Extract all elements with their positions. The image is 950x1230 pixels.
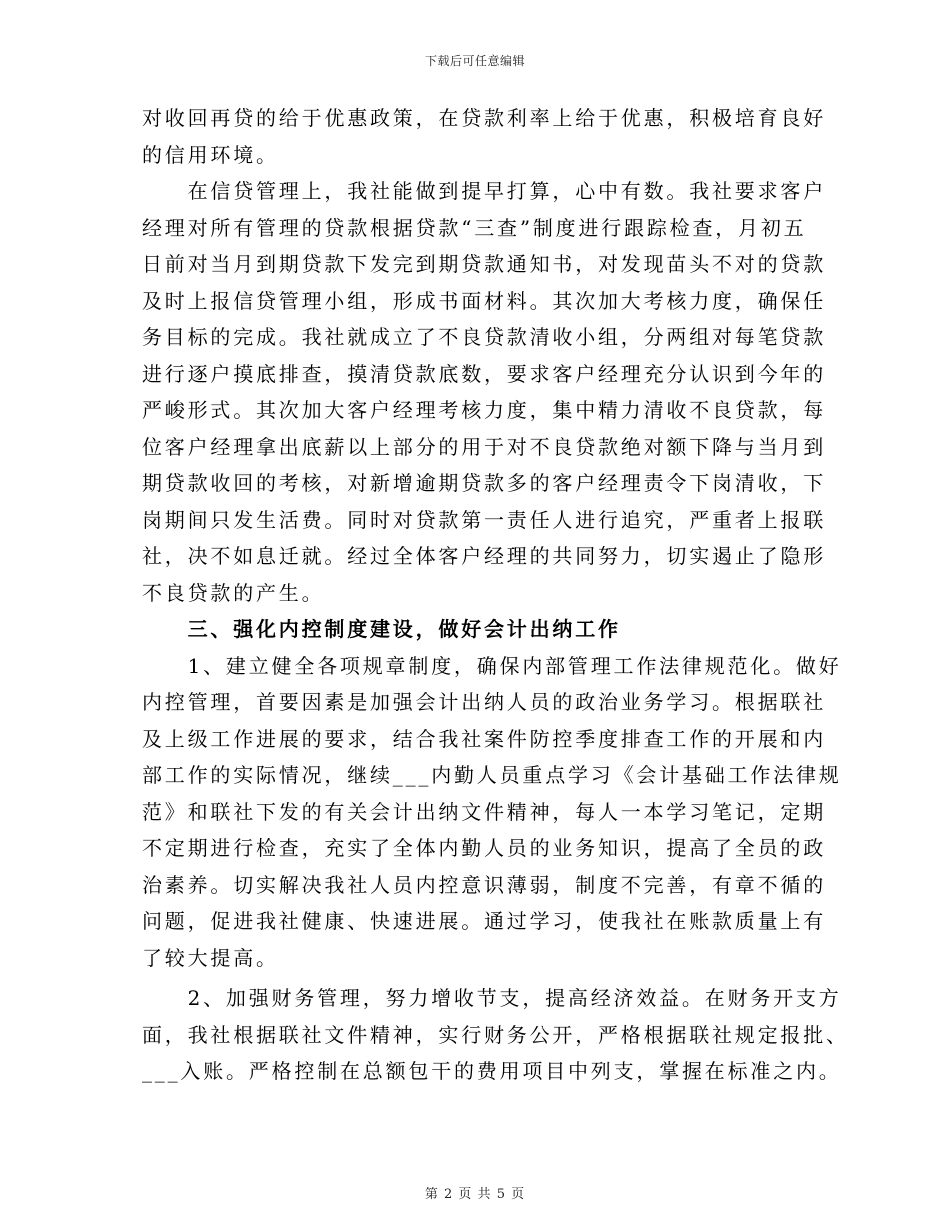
text-line: 期贷款收回的考核，对新增逾期贷款多的客户经理责令下岗清收，下 [142,471,826,495]
text-line: 治素养。切实解决我社人员内控意识薄弱，制度不完善，有章不循的 [142,872,826,897]
text-line: 问题，促进我社健康、快速进展。通过学习，使我社在账款质量上有 [142,909,826,933]
text-line: 日前对当月到期贷款下发完到期贷款通知书，对发现苗头不对的贷款 [142,252,826,276]
text-line: 不定期进行检查，充实了全体内勤人员的业务知识，提高了全员的政 [142,836,826,860]
document-body [142,100,849,1090]
text-line: 进行逐户摸底排查，摸清贷款底数，要求客户经理充分认识到今年的 [142,361,826,386]
page-header: 下载后可任意编辑 [424,54,525,68]
text-line: 不良贷款的产生。 [142,580,325,605]
text-line: 及上级工作进展的要求，结合我社案件防控季度排查工作的开展和内 [142,726,826,751]
section-heading: 三、强化内控制度建设，做好会计出纳工作 [142,617,621,641]
text-line: 部工作的实际情况，继续___内勤人员重点学习《会计基础工作法律规 [142,763,842,787]
text-line: 1、建立健全各项规章制度，确保内部管理工作法律规范化。做好 [142,653,842,678]
text-line: 的信用环境。 [142,142,279,167]
text-line: 务目标的完成。我社就成立了不良贷款清收小组，分两组对每笔贷款 [142,325,826,349]
text-line: 岗期间只发生活费。同时对贷款第一责任人进行追究，严重者上报联 [142,507,826,532]
text-line: 了较大提高。 [142,945,279,970]
text-line: 对收回再贷的给于优惠政策，在贷款利率上给于优惠，积极培育良好 [142,106,826,130]
text-line: ___入账。严格控制在总额包干的费用项目中列支，掌握在标准之内。 [142,1059,842,1083]
text-line: 在信贷管理上，我社能做到提早打算，心中有数。我社要求客户 [142,179,826,203]
page-number: 第 2 页 共 5 页 [424,1187,526,1202]
text-line: 位客户经理拿出底薪以上部分的用于对不良贷款绝对额下降与当月到 [142,434,826,459]
text-line: 面，我社根据联社文件精神，实行财务公开，严格根据联社规定报批、 [142,1022,849,1047]
text-line: 社，决不如息迁就。经过全体客户经理的共同努力，切实遏止了隐形 [142,544,826,568]
text-line: 严峻形式。其次加大客户经理考核力度，集中精力清收不良贷款，每 [142,398,826,422]
text-line: 2、加强财务管理，努力增收节支，提高经济效益。在财务开支方 [142,986,842,1010]
text-line: 及时上报信贷管理小组，形成书面材料。其次加大考核力度，确保任 [142,288,826,313]
text-line: 经理对所有管理的贷款根据贷款“三查”制度进行跟踪检查，月初五 [142,215,807,240]
text-line: 内控管理，首要因素是加强会计出纳人员的政治业务学习。根据联社 [142,690,826,714]
text-line: 范》和联社下发的有关会计出纳文件精神，每人一本学习笔记，定期 [142,799,826,824]
